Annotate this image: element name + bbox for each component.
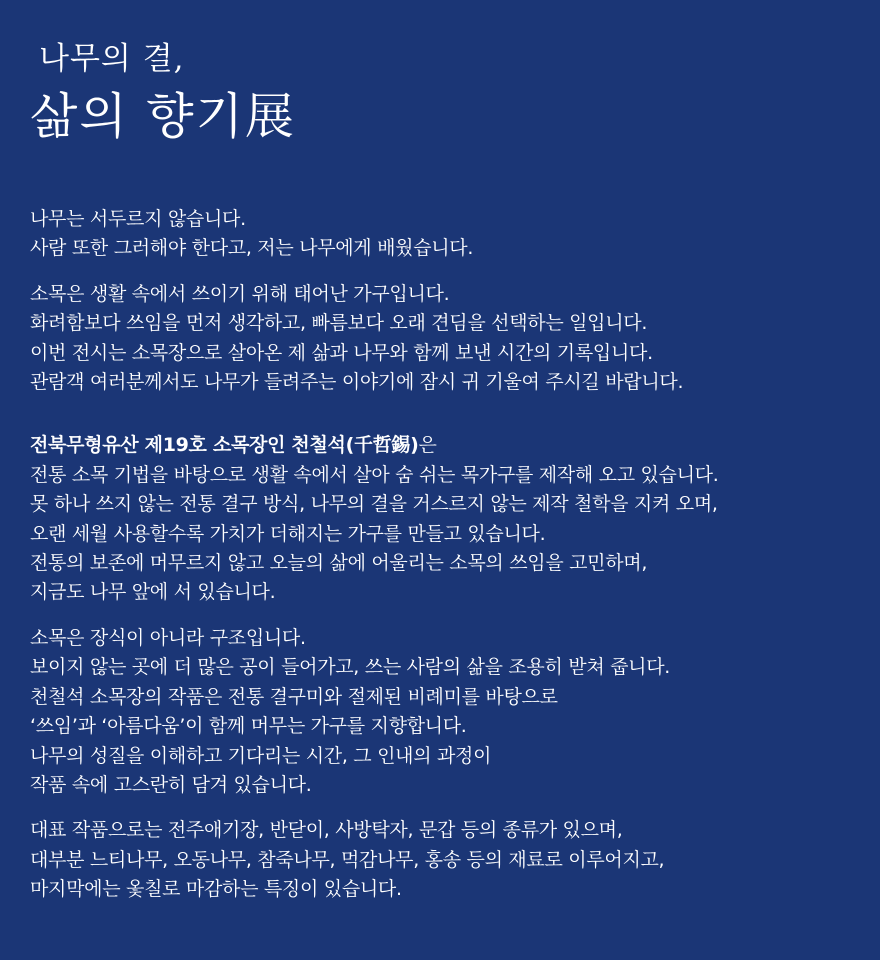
text-line: 보이지 않는 곳에 더 많은 공이 들어가고, 쓰는 사람의 삶을 조용히 받쳐 줍니다.	[30, 656, 671, 679]
text-line: 오랜 세월 사용할수록 가치가 더해지는 가구를 만들고 있습니다.	[30, 522, 546, 545]
text-line: 지금도 나무 앞에 서 있습니다.	[30, 581, 276, 604]
text-line: 전통의 보존에 머무르지 않고 오늘의 삶에 어울리는 소목의 쓰임을 고민하며,	[30, 552, 648, 575]
artist-intro-tail: 은	[418, 434, 437, 457]
text-line: 이번 전시는 소목장으로 살아온 제 삶과 나무와 함께 보낸 시간의 기록입니다.	[30, 341, 653, 364]
text-line: 사람 또한 그러해야 한다고, 저는 나무에게 배웠습니다.	[30, 237, 474, 260]
text-line: 나무는 서두르지 않습니다.	[30, 208, 246, 230]
paragraph-artist	[30, 431, 860, 607]
text-line: 소목은 생활 속에서 쓰이기 위해 태어난 가구입니다.	[30, 282, 450, 305]
title-line-2: 삶의 향기展	[30, 88, 296, 145]
text-line: 소목은 장식이 아니라 구조입니다.	[30, 626, 306, 649]
text-line: 관람객 여러분께서도 나무가 들려주는 이야기에 잠시 귀 기울여 주시길 바랍니다.	[30, 371, 684, 394]
artist-intro-line	[30, 431, 860, 460]
artist-designation: 전북무형유산 제19호 소목장인 천철석(千哲錫)	[30, 434, 419, 457]
text-line: 화려함보다 쓰임을 먼저 생각하고, 빠름보다 오래 견딤을 선택하는 일입니다.	[30, 312, 648, 335]
exhibition-title	[30, 38, 296, 148]
paragraph-structure	[30, 624, 860, 800]
paragraph-works	[30, 816, 860, 904]
text-line: 전통 소목 기법을 바탕으로 생활 속에서 살아 숨 쉬는 목가구를 제작해 오고 있습니다.	[30, 463, 719, 486]
text-line: 작품 속에 고스란히 담겨 있습니다.	[30, 773, 312, 796]
text-line: 나무의 성질을 이해하고 기다리는 시간, 그 인내의 과정이	[30, 744, 492, 767]
paragraph-about-somok	[30, 280, 860, 398]
title-line-1: 나무의 결,	[39, 41, 185, 77]
paragraph-intro	[30, 205, 860, 264]
exhibition-description	[30, 205, 860, 921]
text-line: 대부분 느티나무, 오동나무, 참죽나무, 먹감나무, 홍송 등의 재료로 이루어지고,	[30, 848, 665, 871]
text-line: ‘쓰임’과 ‘아름다움’이 함께 머무는 가구를 지향합니다.	[30, 715, 467, 738]
text-line: 마지막에는 옻칠로 마감하는 특징이 있습니다.	[30, 878, 402, 901]
text-line: 천철석 소목장의 작품은 전통 결구미와 절제된 비례미를 바탕으로	[30, 685, 558, 708]
text-line: 못 하나 쓰지 않는 전통 결구 방식, 나무의 결을 거스르지 않는 제작 철학을 지켜 오며,	[30, 493, 718, 516]
text-line: 대표 작품으로는 전주애기장, 반닫이, 사방탁자, 문갑 등의 종류가 있으며,	[30, 819, 623, 842]
